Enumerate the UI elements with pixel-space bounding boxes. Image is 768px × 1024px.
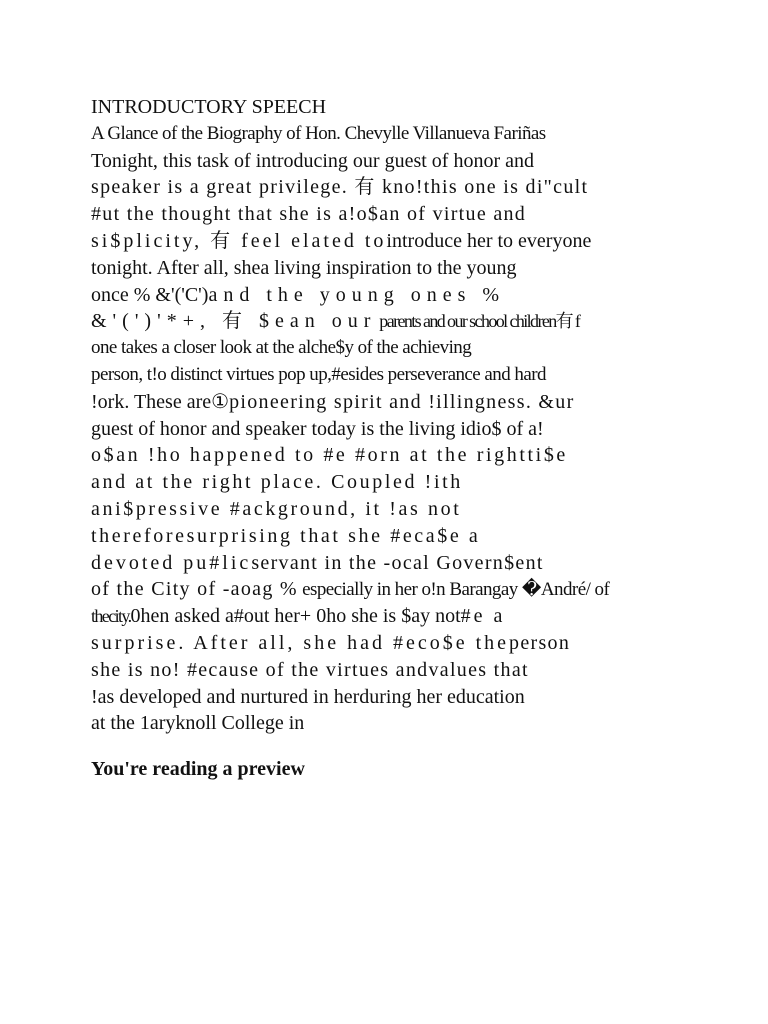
- text-segment: once % &'('C'): [91, 283, 209, 306]
- speech-heading: INTRODUCTORY SPEECH: [91, 96, 327, 118]
- text-line: [91, 550, 691, 577]
- text-line: ani$pressive #ackground, it !as not: [91, 497, 462, 520]
- text-segment: devoted pu#lic: [91, 551, 252, 574]
- text-line: [91, 630, 691, 657]
- circled-one-glyph: ①: [211, 390, 230, 413]
- text-segment: of the City of -aoag %: [91, 578, 298, 601]
- text-segment: parents and our school children有 f: [376, 311, 580, 332]
- text-segment: !ork. These are: [91, 390, 212, 413]
- text-line: o$an !ho happened to #e #orn at the rightti$e: [91, 444, 568, 467]
- text-segment: surprise. After all, she had #eco$e the: [91, 631, 510, 654]
- text-segment: pioneering spirit and !illingness. &ur: [229, 390, 575, 413]
- text-segment: 0hen asked a#out her+ 0ho she is $ay not: [130, 605, 461, 628]
- text-line: speaker is a great privilege. 有 kno!this one is di"cult: [91, 176, 589, 199]
- text-line: and at the right place. Coupled !ith: [91, 471, 463, 494]
- text-line: [91, 389, 691, 416]
- text-line: [91, 282, 691, 309]
- text-segment: #e a: [460, 605, 506, 628]
- text-line: person, t!o distinct virtues pop up,#esides perseverance and hard: [91, 363, 546, 385]
- document-body: [91, 94, 691, 737]
- text-segment: a living inspiration to the young: [260, 256, 517, 279]
- text-line: [91, 308, 691, 335]
- preview-notice: You're reading a preview: [91, 758, 305, 780]
- text-line: [91, 576, 691, 603]
- text-line: #ut the thought that she is a!o$an of virtue and: [91, 203, 527, 226]
- text-segment: person: [509, 631, 571, 654]
- speech-subtitle: A Glance of the Biography of Hon. Chevylle Villanueva Fariñas: [91, 122, 546, 144]
- text-line: thereforesurprising that she #eca$e a: [91, 524, 481, 547]
- text-line: [91, 255, 691, 282]
- text-segment: she is no! #ecause of the virtues and: [91, 658, 429, 681]
- text-segment: tonight. After all, she: [91, 256, 261, 279]
- text-segment: the: [91, 606, 109, 627]
- text-line: Tonight, this task of introducing our guest of honor and: [91, 149, 534, 172]
- text-segment: during her education: [359, 685, 525, 708]
- text-segment: especially in her o!n Barangay �André/ of: [297, 579, 610, 601]
- text-line: [91, 228, 691, 255]
- text-segment: introduce her to everyone: [386, 229, 592, 252]
- text-segment: and the young ones %: [208, 283, 506, 306]
- text-segment: servant in the -ocal Govern$ent: [251, 551, 544, 574]
- text-line: guest of honor and speaker today is the living idio$ of a!: [91, 417, 544, 440]
- text-line: [91, 684, 691, 711]
- text-line: [91, 657, 691, 684]
- text-segment: si$plicity, 有 feel elated to: [91, 229, 387, 252]
- text-segment: city.: [108, 606, 131, 627]
- text-segment: values that: [428, 658, 529, 681]
- text-line: [91, 603, 691, 630]
- text-line: at the 1aryknoll College in: [91, 712, 305, 735]
- text-line: one takes a closer look at the alche$y of the achieving: [91, 337, 472, 359]
- text-segment: !as developed and nurtured in her: [91, 685, 360, 708]
- text-segment: &'(')'*+, 有 $ean our: [91, 310, 377, 333]
